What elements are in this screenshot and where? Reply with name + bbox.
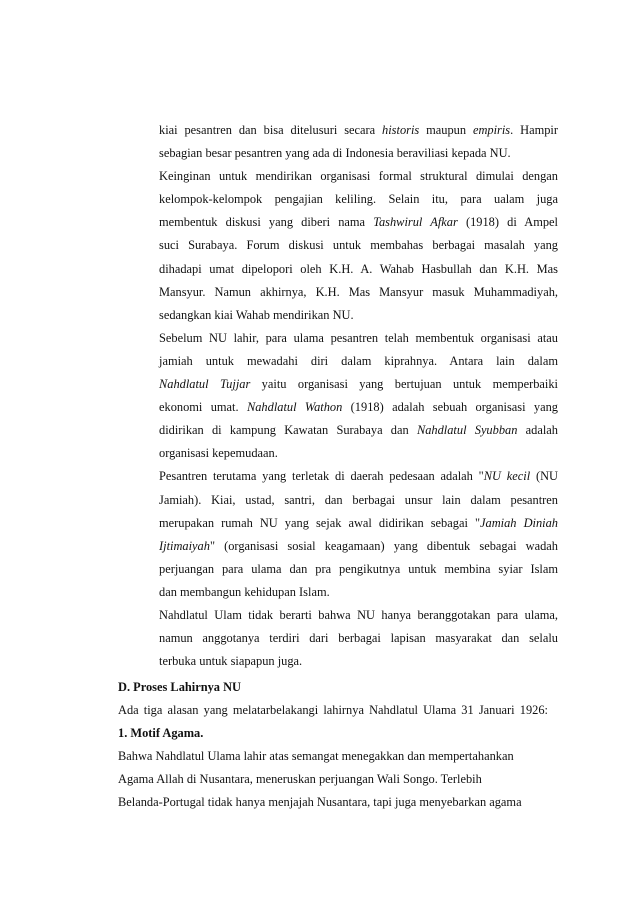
paragraph-line	[159, 327, 558, 350]
italic-term: Nahdlatul Syubban	[416, 423, 518, 438]
text-segment: (NU	[530, 469, 558, 484]
italic-term: Nahdlatul Wathon	[246, 400, 343, 415]
italic-term: Jamiah Diniah	[480, 515, 558, 530]
text-segment: maupun	[419, 123, 473, 137]
section-intro: Ada tiga alasan yang melatarbelakangi lahirnya Nahdlatul Ulama 31 Januari 1926:	[118, 703, 548, 718]
text-segment: didirikan di kampung Kawatan Surabaya dan	[159, 423, 417, 438]
paragraph-line	[159, 142, 558, 165]
text-segment: dan membangun kehidupan Islam.	[159, 584, 330, 599]
paragraph-line	[159, 281, 558, 304]
paragraph-line	[159, 442, 558, 465]
text-segment: Nahdlatul Ulam tidak berarti bahwa NU hanya beranggotakan para ulama,	[159, 607, 558, 622]
paragraph-line	[159, 234, 558, 257]
paragraph-line	[159, 211, 558, 234]
paragraph-line	[159, 373, 558, 396]
section-d	[118, 676, 548, 815]
text-segment: adalah	[517, 423, 558, 438]
text-segment: kelompok-kelompok pengajian keliling. Selain itu, para ualam juga	[159, 192, 558, 207]
text-segment: ekonomi umat.	[159, 400, 247, 415]
text-segment: dihadapi umat dipelopori oleh K.H. A. Wahab Hasbullah dan K.H. Mas	[159, 261, 558, 276]
body-line: Bahwa Nahdlatul Ulama lahir atas semangat menegakkan dan mempertahankan	[118, 749, 514, 764]
text-segment: " (organisasi sosial keagamaan) yang dibentuk sebagai wadah	[209, 538, 558, 553]
text-segment: Keinginan untuk mendirikan organisasi formal struktural dimulai dengan	[159, 169, 558, 184]
paragraph-line	[159, 188, 558, 211]
text-segment: Jamiah). Kiai, ustad, santri, dan berbagai unsur lain dalam pesantren	[159, 492, 558, 507]
body-line: Belanda-Portugal tidak hanya menjajah Nusantara, tapi juga menyebarkan agama	[118, 795, 522, 810]
paragraph-line	[159, 650, 558, 673]
text-segment: Pesantren terutama yang terletak di daerah pedesaan adalah "	[159, 469, 484, 484]
section-heading: D. Proses Lahirnya NU	[118, 680, 241, 694]
italic-term: empiris	[472, 123, 511, 137]
italic-term: Tashwirul Afkar	[373, 215, 458, 230]
text-segment: merupakan rumah NU yang sejak awal didirikan sebagai "	[159, 515, 481, 530]
body-line: Agama Allah di Nusantara, meneruskan perjuangan Wali Songo. Terlebih	[118, 772, 482, 787]
paragraph-line	[159, 119, 558, 142]
text-segment: Sebelum NU lahir, para ulama pesantren telah membentuk organisasi atau	[159, 330, 558, 345]
paragraph-line	[159, 258, 558, 281]
text-segment: yaitu organisasi yang bertujuan untuk memperbaiki	[250, 377, 558, 392]
text-segment: namun anggotanya terdiri dari berbagai lapisan masyarakat dan selalu	[159, 631, 558, 646]
text-segment: (1918) adalah sebuah organisasi yang	[342, 400, 558, 415]
italic-term: historis	[382, 123, 420, 137]
paragraph-line	[159, 581, 558, 604]
paragraph-line	[159, 350, 558, 373]
paragraph-line	[159, 558, 558, 581]
text-segment: sedangkan kiai Wahab mendirikan NU.	[159, 307, 354, 322]
subheading-motif-agama: 1. Motif Agama.	[118, 726, 204, 741]
paragraph-line	[159, 396, 558, 419]
text-segment: membentuk diskusi yang diberi nama	[159, 215, 374, 230]
text-segment: organisasi kepemudaan.	[159, 446, 278, 461]
paragraph-line	[159, 489, 558, 512]
paragraph-line	[159, 604, 558, 627]
italic-term: Nahdlatul Tujjar	[159, 377, 251, 392]
text-segment: perjuangan para ulama dan pra pengikutnya untuk membina syiar Islam	[159, 561, 558, 576]
text-segment: . Hampir	[510, 123, 558, 137]
text-segment: (1918) di Ampel	[457, 215, 558, 230]
text-segment: terbuka untuk siapapun juga.	[159, 654, 303, 669]
italic-term: NU kecil	[483, 469, 531, 484]
text-segment: sebagian besar pesantren yang ada di Indonesia beraviliasi kepada NU.	[159, 146, 511, 161]
paragraph-line	[159, 465, 558, 488]
text-segment: kiai pesantren dan bisa ditelusuri secara	[159, 123, 383, 137]
paragraph-line	[159, 512, 558, 535]
text-segment: jamiah untuk mewadahi diri dalam kiprahnya. Antara lain dalam	[159, 353, 558, 368]
text-segment: Mansyur. Namun akhirnya, K.H. Mas Mansyur masuk Muhammadiyah,	[159, 284, 558, 299]
text-segment: suci Surabaya. Forum diskusi untuk membahas berbagai masalah yang	[159, 238, 558, 253]
paragraph-line	[159, 165, 558, 188]
paragraph-line	[159, 535, 558, 558]
italic-term: Ijtimaiyah	[159, 538, 210, 553]
indented-paragraphs	[159, 119, 558, 673]
paragraph-line	[159, 304, 558, 327]
paragraph-line	[159, 627, 558, 650]
paragraph-line	[159, 419, 558, 442]
